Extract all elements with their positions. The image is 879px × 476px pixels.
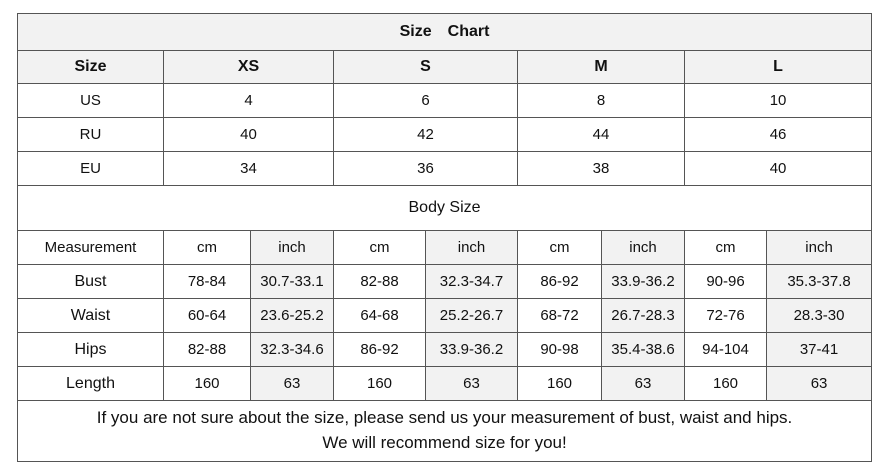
unit-header: cm [334, 231, 426, 265]
measurement-label: Hips [18, 333, 164, 367]
conversion-cell: 42 [334, 118, 518, 152]
chart-title [18, 14, 872, 51]
measurement-cell: 94-104 [685, 333, 767, 367]
unit-header: cm [164, 231, 251, 265]
conversion-label: RU [18, 118, 164, 152]
conversion-label: US [18, 84, 164, 118]
size-header-m: M [518, 51, 685, 84]
conversion-cell: 46 [685, 118, 872, 152]
measurement-cell: 32.3-34.6 [251, 333, 334, 367]
measurement-label: Length [18, 367, 164, 401]
unit-header: inch [602, 231, 685, 265]
measurement-cell: 63 [426, 367, 518, 401]
measurement-cell: 63 [767, 367, 872, 401]
measurement-cell: 32.3-34.7 [426, 265, 518, 299]
measurement-cell: 23.6-25.2 [251, 299, 334, 333]
conversion-cell: 4 [164, 84, 334, 118]
title-word-chart: Chart [447, 23, 490, 41]
size-header-xs: XS [164, 51, 334, 84]
measurement-cell: 82-88 [334, 265, 426, 299]
conversion-cell: 40 [685, 152, 872, 186]
measurement-row-hips [18, 333, 872, 367]
note-row [18, 401, 872, 462]
conversion-cell: 10 [685, 84, 872, 118]
measurement-cell: 35.3-37.8 [767, 265, 872, 299]
body-size-title: Body Size [18, 186, 872, 231]
title-word-size: Size [399, 23, 432, 41]
note-line-2: We will recommend size for you! [322, 433, 567, 452]
measurement-cell: 33.9-36.2 [426, 333, 518, 367]
measurement-cell: 160 [164, 367, 251, 401]
conversion-row-ru [18, 118, 872, 152]
unit-header: cm [685, 231, 767, 265]
measurement-cell: 82-88 [164, 333, 251, 367]
unit-header: cm [518, 231, 602, 265]
units-label: Measurement [18, 231, 164, 265]
unit-header: inch [767, 231, 872, 265]
measurement-cell: 160 [334, 367, 426, 401]
conversion-row-eu [18, 152, 872, 186]
measurement-cell: 78-84 [164, 265, 251, 299]
units-row [18, 231, 872, 265]
measurement-cell: 26.7-28.3 [602, 299, 685, 333]
conversion-cell: 44 [518, 118, 685, 152]
measurement-cell: 90-96 [685, 265, 767, 299]
size-header-l: L [685, 51, 872, 84]
conversion-cell: 40 [164, 118, 334, 152]
conversion-cell: 36 [334, 152, 518, 186]
measurement-label: Waist [18, 299, 164, 333]
measurement-cell: 63 [602, 367, 685, 401]
measurement-row-length [18, 367, 872, 401]
measurement-cell: 68-72 [518, 299, 602, 333]
measurement-cell: 60-64 [164, 299, 251, 333]
conversion-label: EU [18, 152, 164, 186]
measurement-cell: 35.4-38.6 [602, 333, 685, 367]
size-header-row [18, 51, 872, 84]
measurement-cell: 64-68 [334, 299, 426, 333]
size-advice-note [18, 401, 872, 462]
measurement-row-waist [18, 299, 872, 333]
conversion-cell: 34 [164, 152, 334, 186]
conversion-row-us [18, 84, 872, 118]
measurement-cell: 160 [518, 367, 602, 401]
measurement-cell: 86-92 [334, 333, 426, 367]
measurement-cell: 37-41 [767, 333, 872, 367]
unit-header: inch [251, 231, 334, 265]
measurement-cell: 160 [685, 367, 767, 401]
size-header-s: S [334, 51, 518, 84]
title-row [18, 14, 872, 51]
size-header-label: Size [18, 51, 164, 84]
conversion-cell: 38 [518, 152, 685, 186]
unit-header: inch [426, 231, 518, 265]
size-chart-table [17, 13, 872, 462]
measurement-cell: 25.2-26.7 [426, 299, 518, 333]
measurement-cell: 33.9-36.2 [602, 265, 685, 299]
measurement-label: Bust [18, 265, 164, 299]
note-line-1: If you are not sure about the size, please send us your measurement of bust, waist and hips. [96, 408, 793, 428]
measurement-cell: 63 [251, 367, 334, 401]
measurement-cell: 90-98 [518, 333, 602, 367]
measurement-cell: 28.3-30 [767, 299, 872, 333]
conversion-cell: 6 [334, 84, 518, 118]
measurement-cell: 86-92 [518, 265, 602, 299]
measurement-row-bust [18, 265, 872, 299]
measurement-cell: 30.7-33.1 [251, 265, 334, 299]
body-size-title-row [18, 186, 872, 231]
measurement-cell: 72-76 [685, 299, 767, 333]
conversion-cell: 8 [518, 84, 685, 118]
